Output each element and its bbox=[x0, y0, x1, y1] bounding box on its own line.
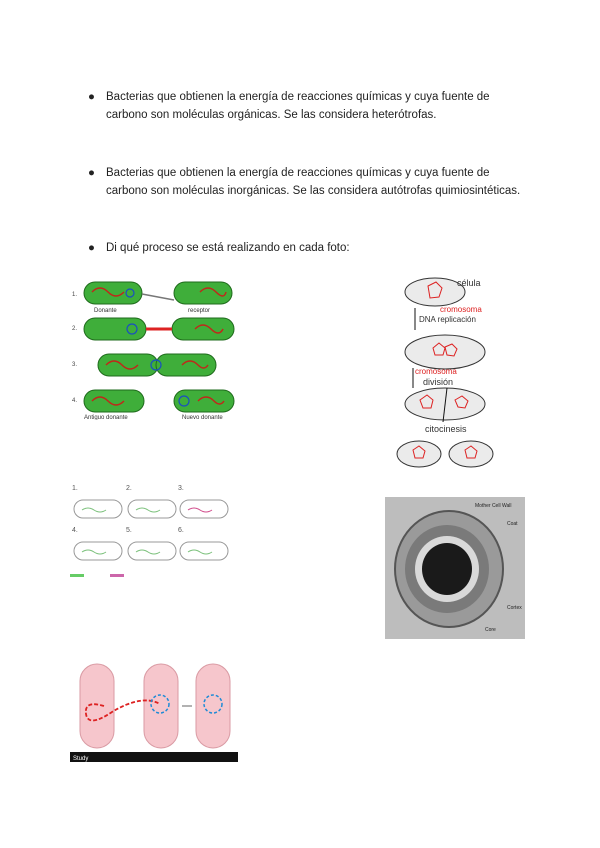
legend-swatch bbox=[110, 574, 124, 577]
bullet-dot: ● bbox=[88, 242, 95, 254]
step-number: 3. bbox=[72, 362, 78, 368]
cytokinesis-label: citocinesis bbox=[425, 424, 467, 434]
chromosome-label: cromosoma bbox=[440, 305, 482, 314]
conjugation-figure bbox=[70, 270, 245, 420]
core bbox=[422, 543, 472, 595]
coat-label: Coat bbox=[507, 521, 518, 527]
endospore-micrograph bbox=[385, 497, 525, 639]
bacterial-cell bbox=[196, 664, 230, 748]
cell bbox=[405, 335, 485, 369]
mother-cell-wall-label: Mother Cell Wall bbox=[475, 503, 512, 509]
recipient-cell bbox=[156, 354, 216, 376]
transformation-figure bbox=[70, 658, 238, 762]
donor-cell bbox=[84, 282, 142, 304]
former-donor-label: Antiguo donante bbox=[84, 415, 128, 420]
pilus bbox=[142, 294, 174, 300]
step-number: 3. bbox=[178, 485, 184, 492]
dna bbox=[82, 508, 106, 512]
dna bbox=[136, 508, 160, 512]
cell-label: célula bbox=[457, 278, 481, 288]
bullet-text: Di qué proceso se está realizando en cada foto: bbox=[106, 242, 350, 254]
daughter-cell bbox=[397, 441, 441, 467]
bacterial-cell bbox=[74, 542, 122, 560]
step-number: 5. bbox=[126, 527, 132, 534]
step-number: 4. bbox=[72, 398, 78, 404]
bullet-dot: ● bbox=[88, 91, 95, 103]
dna bbox=[82, 550, 106, 554]
donor-label: Donante bbox=[94, 308, 117, 314]
recipient-cell bbox=[172, 318, 234, 340]
cortex-label: Cortex bbox=[507, 605, 522, 611]
footer-bar bbox=[70, 752, 238, 762]
new-donor-cell bbox=[174, 390, 234, 412]
dna bbox=[188, 550, 212, 554]
bacterial-cell bbox=[144, 664, 178, 748]
dna bbox=[136, 550, 160, 554]
recipient-cell bbox=[174, 282, 232, 304]
step-number: 4. bbox=[72, 527, 78, 534]
bacterial-cell bbox=[74, 500, 122, 518]
bacterial-cell bbox=[180, 542, 228, 560]
step-number: 2. bbox=[72, 326, 78, 332]
chromosome-label: cromosoma bbox=[415, 367, 457, 376]
recipient-label: receptor bbox=[188, 308, 211, 314]
binary-fission-figure bbox=[395, 270, 515, 470]
bullet-text: Bacterias que obtienen la energía de reacciones químicas y cuya fuente de carbono son moléculas orgánicas. Se las considera heterótrofas. bbox=[106, 91, 490, 121]
legend-swatch bbox=[70, 574, 84, 577]
step-number: 1. bbox=[72, 485, 78, 492]
step-number: 1. bbox=[72, 292, 78, 298]
bacterial-cell bbox=[128, 500, 176, 518]
bullet-text: Bacterias que obtienen la energía de reacciones químicas y cuya fuente de carbono son moléculas inorgánicas. Se las considera autótrofas quimiosintéticas. bbox=[106, 167, 521, 197]
footer-logo: Study bbox=[73, 756, 89, 762]
bullet-dot: ● bbox=[88, 167, 95, 179]
dna bbox=[188, 508, 212, 512]
transduction-figure bbox=[70, 482, 250, 582]
bacterial-cell bbox=[180, 500, 228, 518]
bacterial-cell bbox=[128, 542, 176, 560]
bacterial-cell bbox=[80, 664, 114, 748]
daughter-cell bbox=[449, 441, 493, 467]
division-label: división bbox=[423, 377, 454, 387]
replication-label: DNA replicación bbox=[419, 315, 476, 324]
step-number: 6. bbox=[178, 527, 184, 534]
new-donor-label: Nuevo donante bbox=[182, 415, 223, 420]
step-number: 2. bbox=[126, 485, 132, 492]
core-label: Core bbox=[485, 627, 496, 633]
